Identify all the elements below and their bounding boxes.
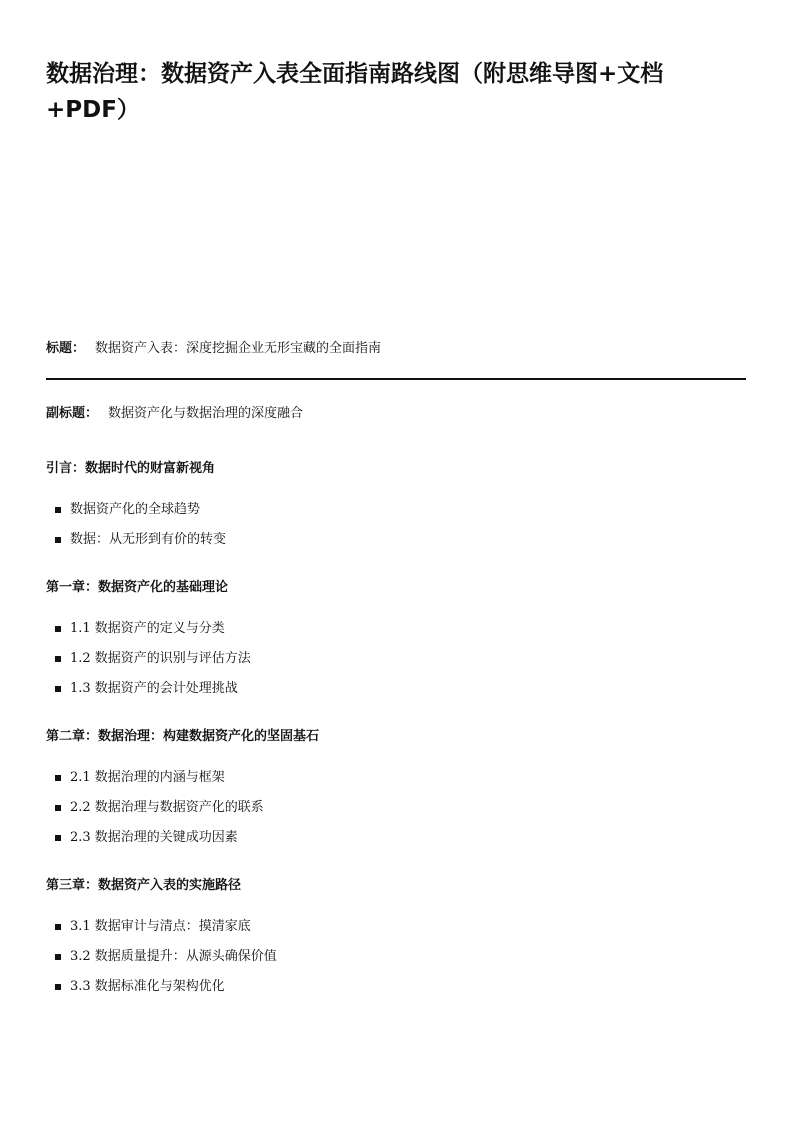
list-item: 1.2 数据资产的识别与评估方法 — [46, 649, 251, 679]
list-item: 2.2 数据治理与数据资产化的联系 — [46, 798, 264, 828]
item-number: 3.3 — [70, 979, 91, 994]
heading-text: 数据资产入表：深度挖掘企业无形宝藏的全面指南 — [95, 341, 382, 356]
chapter-3-list — [46, 917, 277, 1007]
item-number: 2.1 — [70, 770, 91, 785]
document-title: 数据治理：数据资产入表全面指南路线图（附思维导图+文档+PDF） — [46, 61, 664, 123]
heading-field — [46, 339, 381, 359]
list-item: 数据资产化的全球趋势 — [46, 500, 226, 530]
list-item: 1.1 数据资产的定义与分类 — [46, 619, 251, 649]
list-item: 数据：从无形到有价的转变 — [46, 530, 226, 560]
list-item: 3.1 数据审计与清点：摸清家底 — [46, 917, 277, 947]
subtitle-label: 副标题： — [46, 406, 99, 421]
list-item: 2.1 数据治理的内涵与框架 — [46, 768, 264, 798]
item-number: 3.2 — [70, 949, 91, 964]
list-item: 1.3 数据资产的会计处理挑战 — [46, 679, 251, 709]
list-item: 3.3 数据标准化与架构优化 — [46, 977, 277, 1007]
chapter-3-heading: 第三章：数据资产入表的实施路径 — [46, 878, 242, 893]
list-item: 2.3 数据治理的关键成功因素 — [46, 828, 264, 858]
chapter-2-list — [46, 768, 264, 858]
chapter-1-list — [46, 619, 251, 709]
heading-label: 标题： — [46, 341, 86, 356]
subtitle-field — [46, 404, 303, 424]
chapter-2-heading: 第二章：数据治理：构建数据资产化的坚固基石 — [46, 729, 320, 744]
divider — [46, 378, 746, 380]
item-number: 2.3 — [70, 830, 91, 845]
item-number: 3.1 — [70, 919, 91, 934]
item-number: 1.3 — [70, 681, 91, 696]
subtitle-text: 数据资产化与数据治理的深度融合 — [108, 406, 304, 421]
item-number: 2.2 — [70, 800, 91, 815]
list-item: 3.2 数据质量提升：从源头确保价值 — [46, 947, 277, 977]
item-number: 1.2 — [70, 651, 91, 666]
intro-heading: 引言：数据时代的财富新视角 — [46, 461, 216, 476]
item-number: 1.1 — [70, 621, 91, 636]
intro-list — [46, 500, 226, 560]
chapter-1-heading: 第一章：数据资产化的基础理论 — [46, 580, 229, 595]
